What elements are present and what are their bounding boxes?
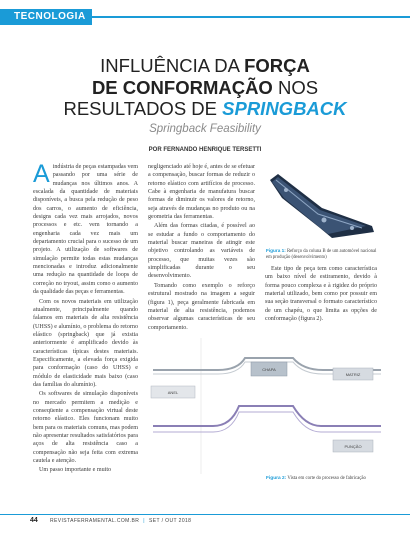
title-text: RESULTADOS DE xyxy=(63,98,223,119)
article-subtitle: Springback Feasibility xyxy=(149,123,261,135)
label-matriz: MATRIZ xyxy=(345,372,361,377)
header-rule xyxy=(92,16,410,18)
text-column-2 xyxy=(148,163,255,333)
paragraph: Tomando como exemplo o reforço estrutural mostrado na imagem a seguir (figura 1), peça geralmente fabricada em material de alta resistência, podemos observar algumas características de seu comportamento. xyxy=(148,282,255,331)
title-text: INFLUÊNCIA DA xyxy=(100,55,245,76)
text-column-3 xyxy=(265,265,377,324)
section-label: TECNOLOGIA xyxy=(14,11,86,22)
label-anel: ANEL xyxy=(167,390,179,395)
paragraph: Os softwares de simulação disponíveis no mercado permitem a medição e conseqüente a compensação virtual deste retorno elástico. Eles funcionam muito bem para os materiais comuns, mas podem não apresentar resultados satisfatórios para aços de alta resistência caso a compensação não seja feita com extrema cautela e atenção. xyxy=(33,391,138,465)
article-title xyxy=(0,55,410,120)
text-column-1 xyxy=(33,160,138,476)
title-emphasis: DE CONFORMAÇÃO xyxy=(91,76,273,98)
paragraph: Aindústria de peças estampadas vem passando por uma série de mudanças nos últimos anos. A escalada da quantidade de materiais disponíveis, a busca pela redução de peso dos carros, o aumento de eficiência, designs cada vez mais arrojados, novos processos e etc. vem tornando a engenharia cada vez mais um departamento crucial para o sucesso de um projeto. A utilização de softwares de simulação permite todas estas mudanças mencionadas e introduz adicionalmente uma redução na quantidade de loops de correção no tryout, assim como o aumento da qualidade das peças e ferramentas. xyxy=(33,160,138,296)
footer-site: REVISTAFERRAMENTAL.COM.BR xyxy=(50,518,140,524)
label-puncao: PUNÇÃO xyxy=(344,444,362,449)
figure-1-caption: Figura 1: Reforço da coluna B de um automóvel nacional em produção (desenvolvimento) xyxy=(266,248,377,260)
drop-cap: A xyxy=(33,160,50,188)
paragraph: Um passo importante e muito xyxy=(39,467,112,474)
title-accent: SPRINGBACK xyxy=(222,98,347,119)
footer-info xyxy=(50,518,191,524)
figure-2-diagram xyxy=(143,338,383,474)
page-number: 44 xyxy=(30,517,38,524)
title-emphasis: FORÇA xyxy=(244,55,310,76)
paragraph: negligenciado até hoje é, antes de se efetuar a compensação, buscar formas de reduzir o retorno elástico com artifícios de processo. Cabe à engenharia de manufatura buscar formas de diminuir os valores de retorno, seja através de mudanças no produto ou na geometria das ferramentas. xyxy=(148,164,255,221)
section-tag xyxy=(0,9,92,25)
title-text: NOS xyxy=(272,76,319,98)
footer-rule xyxy=(0,514,410,515)
paragraph: Com os novos materiais em utilização atualmente, principalmente quando falamos em materiais de alta resistência (UHSS) e alumínio, o problema do retorno elástico (springback) que já existia anteriormente é amplificado devido às características típicas destes materiais. Especificamente, a elevada força exigida para conformação (caso do UHSS) e módulo de elasticidade mais baixo (caso das famílias do alumínio). xyxy=(33,298,138,388)
label-chapa: CHAPA xyxy=(262,367,276,372)
footer-issue: | SET / OUT 2018 xyxy=(139,518,191,524)
paragraph: Este tipo de peça tem como característica um baixo nível de estiramento, devido à forma pouco complexa e à rigidez do próprio material utilizado, bem como por possuir em sua seção transversal o formato característico de um chapéu, o que limita as opções de conformação (figura 2). xyxy=(265,266,377,323)
byline: POR FERNANDO HENRIQUE TERSETTI xyxy=(148,147,262,153)
figure-2-caption: Figura 2: Vista em corte do processo de fabricação xyxy=(266,476,366,481)
paragraph: Além das formas citadas, é possível ao se estudar a fundo o comportamento do material buscar maneiras de atingir este objetivo controlando as variáveis de processo, que muitas vezes são simplificadas durante o seu desenvolvimento. xyxy=(148,223,255,280)
figure-1-image xyxy=(262,168,380,248)
